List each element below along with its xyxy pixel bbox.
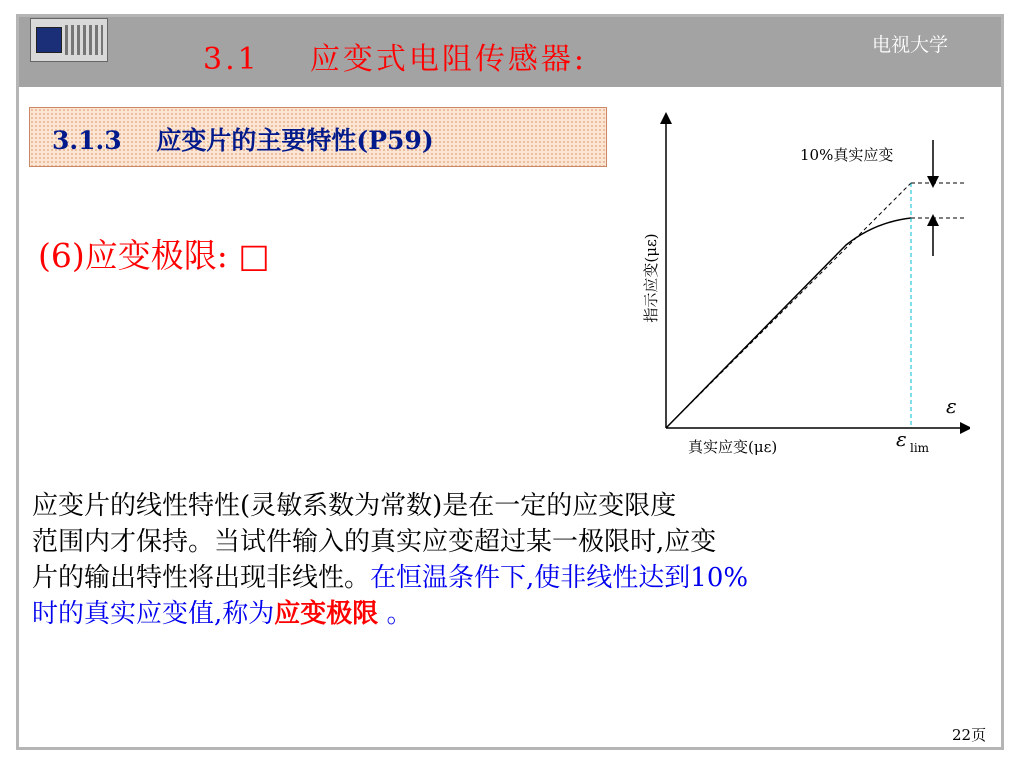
page-number: 22页: [952, 726, 987, 744]
epsilon-symbol: ε: [946, 394, 957, 418]
epsilon-lim-symbol: ε: [896, 427, 907, 451]
actual-curve: [666, 218, 911, 428]
body-paragraph: [32, 488, 972, 632]
slide-title: 3.1 应变式电阻传感器:: [203, 42, 587, 77]
body-line: 范围内才保持。当试件输入的真实应变超过某一极限时,应变: [32, 527, 717, 557]
y-axis-label: 指示应变(με): [642, 233, 660, 323]
x-axis-label: 真实应变(με): [688, 438, 778, 456]
highlighted-text: 时的真实应变值,称为: [32, 599, 275, 629]
body-line: [32, 560, 972, 596]
school-name: 电视大学: [872, 34, 949, 56]
body-line: [32, 596, 972, 632]
strain-limit-term: 应变极限: [274, 599, 379, 629]
body-text: 片的输出特性将出现非线性。: [32, 563, 371, 593]
annotation-label: 10%真实应变: [800, 146, 894, 164]
body-line: 应变片的线性特性(灵敏系数为常数)是在一定的应变限度: [32, 491, 677, 521]
highlighted-text: 在恒温条件下,使非线性达到10%: [370, 563, 749, 593]
period-text: 。: [378, 599, 413, 629]
section-title: 3.1.3 应变片的主要特性(P59): [52, 126, 434, 155]
item-heading: (6)应变极限: □: [38, 236, 270, 275]
instrument-logo-icon: [30, 18, 108, 62]
strain-limit-figure: [620, 110, 970, 470]
epsilon-lim-subscript: lim: [910, 441, 930, 455]
